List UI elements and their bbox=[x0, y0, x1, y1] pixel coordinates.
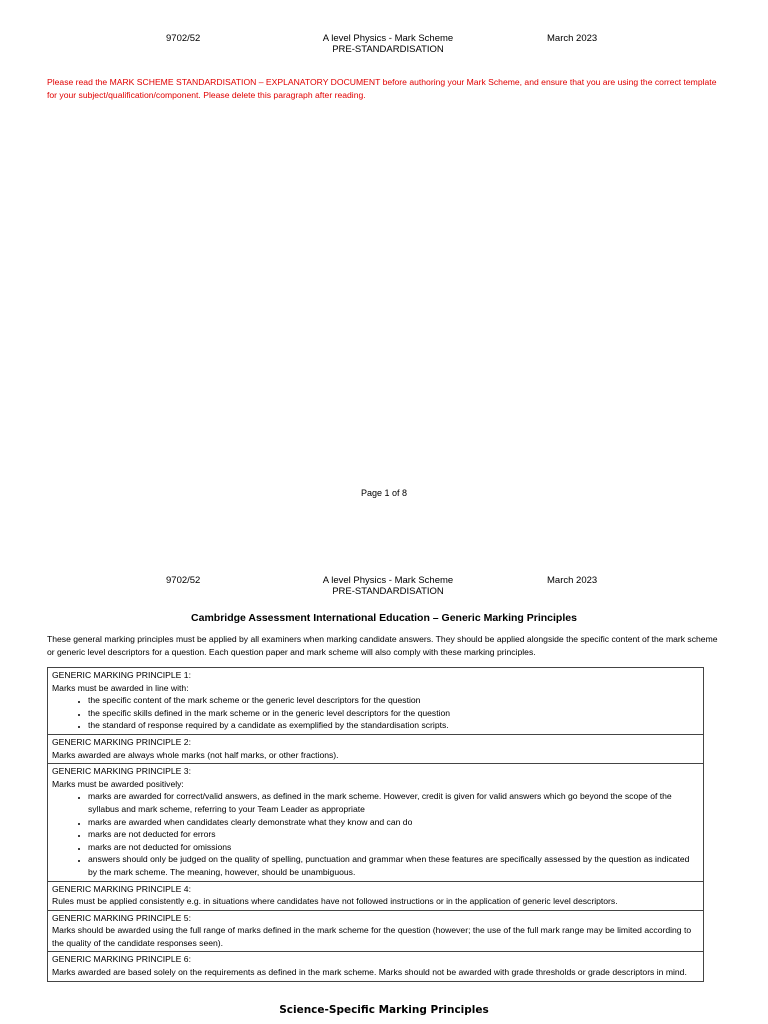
principle-text: Marks awarded are based solely on the requirements as defined in the mark scheme. Marks should not be awarded with grade thresholds or grade descriptors in mind. bbox=[52, 967, 687, 978]
red-notice-paragraph: Please read the MARK SCHEME STANDARDISATION – EXPLANATORY DOCUMENT before authoring your Mark Scheme, and ensure that you are using the correct template for your subject/qualification/component. Please delete this paragraph after reading. bbox=[47, 77, 717, 100]
bullet-item: • marks are awarded when candidates clearly demonstrate what they know and can do bbox=[88, 816, 699, 829]
bullet-item: • the standard of response required by a candidate as exemplified by the standardisation scripts. bbox=[88, 719, 699, 732]
principle-box-1 bbox=[48, 668, 703, 735]
header-subtitle: PRE-STANDARDISATION bbox=[332, 586, 444, 597]
bullet-item: • the specific skills defined in the mark scheme or in the generic level descriptors for the question bbox=[88, 707, 699, 720]
principle-heading: GENERIC MARKING PRINCIPLE 1: bbox=[52, 670, 191, 680]
intro-paragraph: These general marking principles must be applied by all examiners when marking candidate answers. They should be applied alongside the specific content of the mark scheme or generic level descriptors for a question. Each question paper and mark scheme will also comply with these marking principles. bbox=[47, 634, 718, 657]
principle-text: Marks should be awarded using the full range of marks defined in the mark scheme for the question (however; the use of the full mark range may be limited according to the quality of the candidate responses seen). bbox=[52, 925, 692, 948]
header-title: A level Physics - Mark Scheme bbox=[322, 575, 454, 586]
principle-box-6 bbox=[48, 952, 703, 980]
principle-heading: GENERIC MARKING PRINCIPLE 5: bbox=[52, 912, 191, 923]
principle-box-3 bbox=[48, 764, 703, 881]
bullet-item: • answers should only be judged on the quality of spelling, punctuation and grammar when these features are specifically assessed by the question as indicated by the mark scheme. The meaning, however, should be unambiguous. bbox=[88, 853, 699, 878]
section-title: Cambridge Assessment International Education – Generic Marking Principles bbox=[191, 612, 577, 624]
principle-bullets bbox=[52, 694, 699, 732]
principle-box-4 bbox=[48, 882, 703, 911]
principle-heading: GENERIC MARKING PRINCIPLE 6: bbox=[52, 954, 191, 965]
principle-box-5 bbox=[48, 911, 703, 953]
paper-code: 9702/52 bbox=[166, 575, 201, 586]
bullet-item: • the specific content of the mark scheme or the generic level descriptors for the question bbox=[88, 694, 699, 707]
principle-text: Marks awarded are always whole marks (not half marks, or other fractions). bbox=[52, 749, 339, 760]
header-subtitle: PRE-STANDARDISATION bbox=[332, 44, 444, 55]
principle-heading: GENERIC MARKING PRINCIPLE 2: bbox=[52, 736, 191, 747]
page-number: Page 1 of 8 bbox=[360, 488, 408, 498]
principle-box-2 bbox=[48, 735, 703, 764]
science-section-title: Science-Specific Marking Principles bbox=[279, 1004, 489, 1016]
principles-table bbox=[47, 667, 704, 982]
header-date: March 2023 bbox=[547, 33, 598, 44]
bullet-item: • marks are not deducted for omissions bbox=[88, 841, 699, 854]
principle-heading: GENERIC MARKING PRINCIPLE 3: bbox=[52, 766, 191, 777]
principle-bullets bbox=[52, 790, 699, 878]
header-date: March 2023 bbox=[547, 575, 598, 586]
header-title-block bbox=[318, 575, 458, 597]
principle-text: Rules must be applied consistently e.g. in situations where candidates have not followed instructions or in the application of generic level descriptors. bbox=[52, 896, 618, 907]
principle-text: Marks must be awarded positively: bbox=[52, 778, 184, 789]
principle-heading: GENERIC MARKING PRINCIPLE 4: bbox=[52, 883, 191, 894]
bullet-item: • marks are awarded for correct/valid answers, as defined in the mark scheme. However, credit is given for valid answers which go beyond the scope of the syllabus and mark scheme, referring to your Team Leader as appropriate bbox=[88, 790, 699, 815]
bullet-item: • marks are not deducted for errors bbox=[88, 828, 699, 841]
header-title: A level Physics - Mark Scheme bbox=[322, 33, 454, 44]
principle-text: Marks must be awarded in line with: bbox=[52, 682, 189, 693]
header-title-block bbox=[318, 33, 458, 55]
paper-code: 9702/52 bbox=[166, 33, 201, 44]
